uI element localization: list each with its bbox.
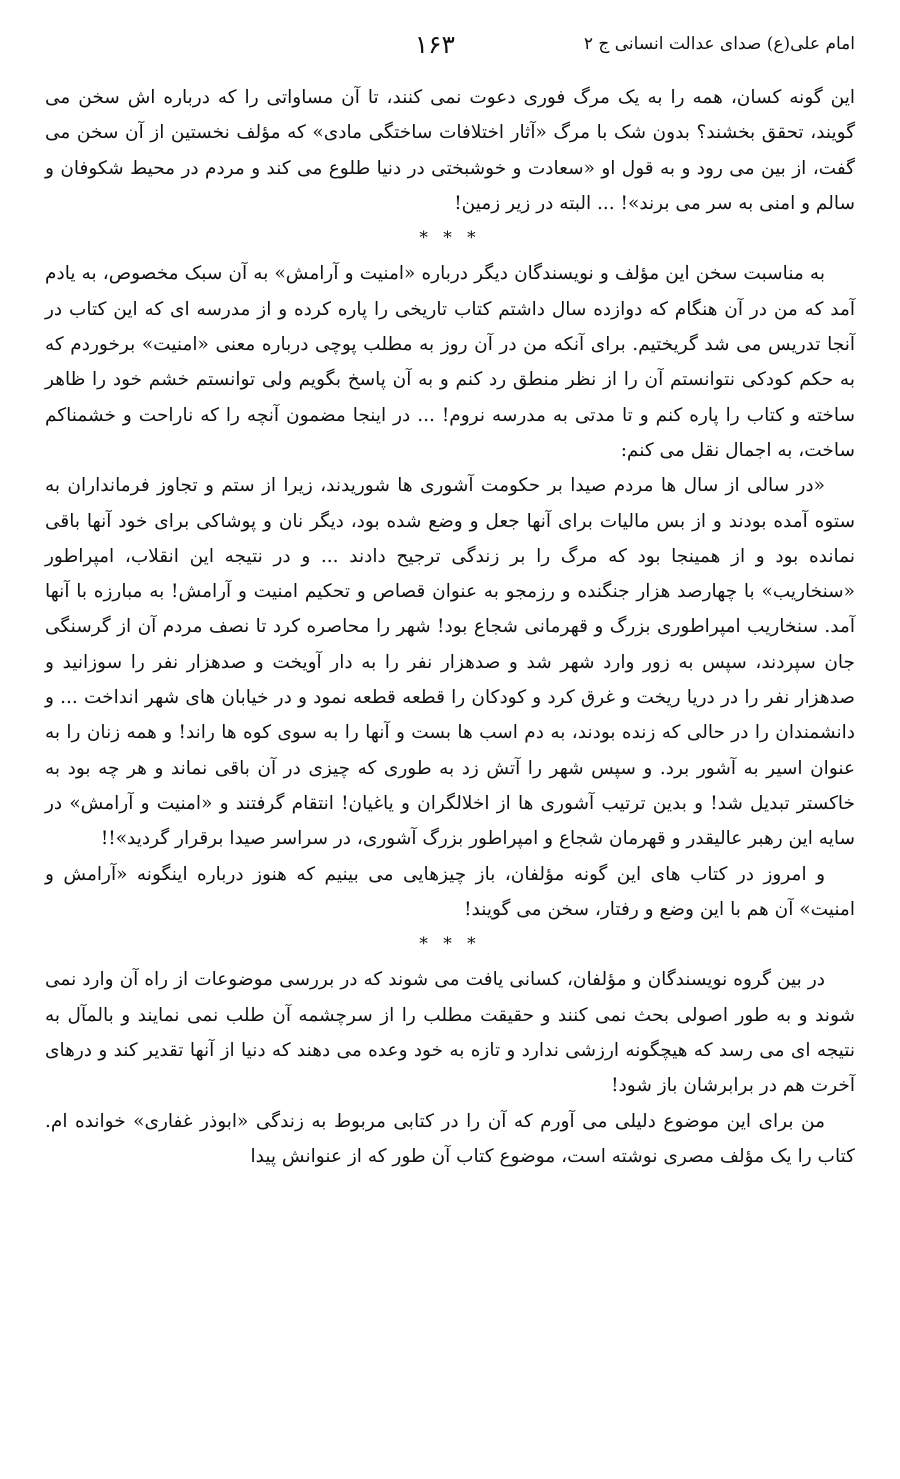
paragraph: در بین گروه نویسندگان و مؤلفان، کسانی یافت می شوند که در بررسی موضوعات از راه آن وارد نمی شوند و به طور اصولی بحث نمی کنند و حقیقت مطلب را از سرچشمه آن طلب نمی نمایند و بالمآل به نتیجه ای می رسد که هیچگونه ارزشی ندارد و تازه به خود وعده می دهند که دنیا از آنها تقدیر کند و درهای آخرت هم در برابرشان باز شود! xyxy=(45,969,855,1097)
paragraph: من برای این موضوع دلیلی می آورم که آن را در کتابی مربوط به زندگی «ابوذر غفاری» خوانده ام. کتاب را یک مؤلف مصری نوشته است، موضوع کتاب آن طور که از عنوانش پیدا xyxy=(45,1110,855,1167)
page-header xyxy=(45,30,855,70)
page-number: ۱۶۳ xyxy=(414,30,455,59)
body-text xyxy=(45,80,855,1419)
paragraph: و امروز در کتاب های این گونه مؤلفان، باز چیزهایی می بینیم که هنوز درباره اینگونه «آرامش و امنیت» آن هم با این وضع و رفتار، سخن می گویند! xyxy=(45,863,855,920)
section-separator: * * * xyxy=(419,934,481,955)
running-title: امام علی(ع) صدای عدالت انسانی ج ۲ xyxy=(583,34,855,54)
paragraph: به مناسبت سخن این مؤلف و نویسندگان دیگر درباره «امنیت و آرامش» به آن سبک مخصوص، به یادم آمد که من در آن هنگام که دوازده سال داشتم کتاب تاریخی را پاره کرده و از مدرسه ای که این کتاب در آنجا تدریس می شد گریختیم. برای آنکه من در آن روز به مطلب پوچی درباره معنی «امنیت» برخوردم که به حکم کودکی نتوانستم آن را از نظر منطق رد کنم و به آن پاسخ بگویم ولی توانستم خشم خود را ظاهر ساخته و کتاب را پاره کنم و تا مدتی به مدرسه نروم! ... در اینجا مضمون آنچه را که ناراحت و خشمناکم ساخت، به اجمال نقل می کنم: xyxy=(45,263,855,461)
paragraph: این گونه کسان، همه را به یک مرگ فوری دعوت نمی کنند، تا آن مساواتی را که درباره اش سخن می گویند، تحقق بخشند؟ بدون شک با مرگ «آثار اختلافات ساختگی مادی» که مؤلف نخستین از آن سخن می گفت، از بین می رود و به قول او «سعادت و خوشبختی در دنیا طلوع می کند و مردم در محیط شکوفان و سالم و امنی به سر می برند»! ... البته در زیر زمین! xyxy=(45,87,855,214)
paragraph: «در سالی از سال ها مردم صیدا بر حکومت آشوری ها شوریدند، زیرا از ستم و تجاوز فرمانداران به ستوه آمده بودند و از بس مالیات برای آنها جعل و وضع شده بود، دیگر نان و پوشاکی برای خود آنها باقی نمانده بود و از همینجا بود که مرگ را بر زندگی ترجیح دادند ... و در نتیجه این انقلاب، امپراطور «سنخاریب» با چهارصد هزار جنگنده و رزمجو به عنوان قصاص و تحکیم امنیت و آرامش! به مبارزه با آنها آمد. سنخاریب امپراطوری بزرگ و قهرمانی شجاع بود! شهر را محاصره کرد تا نصف مردم آن از گرسنگی جان سپردند، سپس به زور وارد شهر شد و صدهزار نفر را به دار آویخت و صدهزار نفر را سوزانید و صدهزار نفر را در دریا ریخت و غرق کرد و کودکان را قطعه قطعه نمود و در خیابان های شهر انداخت ... و دانشمندان را در حالی که زنده بودند، به دم اسب ها بست و آنها را به سوی کوه ها راند! و همه زنان را به عنوان اسیر به آشور برد. و سپس شهر را آتش زد به طوری که چیزی در آن باقی نماند و هر چه بود به خاکستر تبدیل شد! و بدین ترتیب آشوری ها از اخلالگران و یاغیان! انتقام گرفتند و «امنیت و آرامش» در سایه این رهبر عالیقدر و قهرمان شجاع و امپراطور بزرگ آشوری، در سراسر صیدا برقرار گردید»!! xyxy=(45,475,855,850)
section-separator: * * * xyxy=(419,228,481,249)
